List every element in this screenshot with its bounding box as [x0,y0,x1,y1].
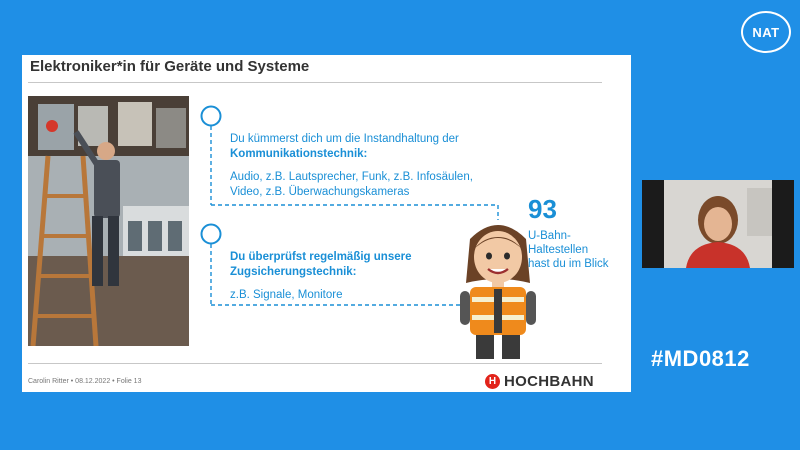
footer-divider [28,363,602,364]
slide-footer: Carolin Ritter • 08.12.2022 • Folie 13 [28,378,142,385]
block1-detail-line1: Audio, z.B. Lautsprecher, Funk, z.B. Infosäulen, [230,171,473,183]
block2-detail: z.B. Signale, Monitore [230,289,343,301]
block1-detail-line2: Video, z.B. Überwachungskameras [230,186,410,198]
block1-intro: Du kümmerst dich um die Instandhaltung der [230,133,459,145]
nat-logo: NAT [741,11,791,53]
mascot-illustration [456,217,540,362]
presenter-webcam [642,180,794,268]
slide-title: Elektroniker*in für Geräte und Systeme [30,58,310,75]
block2-heading-line2: Zugsicherungstechnik: [230,266,357,278]
stat-caption: U-Bahn- Haltestellen hast du im Blick [528,230,609,270]
hochbahn-mark-icon: H [485,374,500,389]
brand-name: HOCHBAHN [504,373,594,390]
maintenance-description [230,132,520,200]
stat-number: 93 [528,194,557,224]
signaling-description [230,250,490,303]
hochbahn-logo [485,373,594,390]
block2-heading-line1: Du überprüfst regelmäßig unsere [230,251,412,263]
hashtag-label: #MD0812 [651,346,750,371]
presentation-slide [22,55,631,392]
block1-heading: Kommunikationstechnik: [230,148,368,160]
